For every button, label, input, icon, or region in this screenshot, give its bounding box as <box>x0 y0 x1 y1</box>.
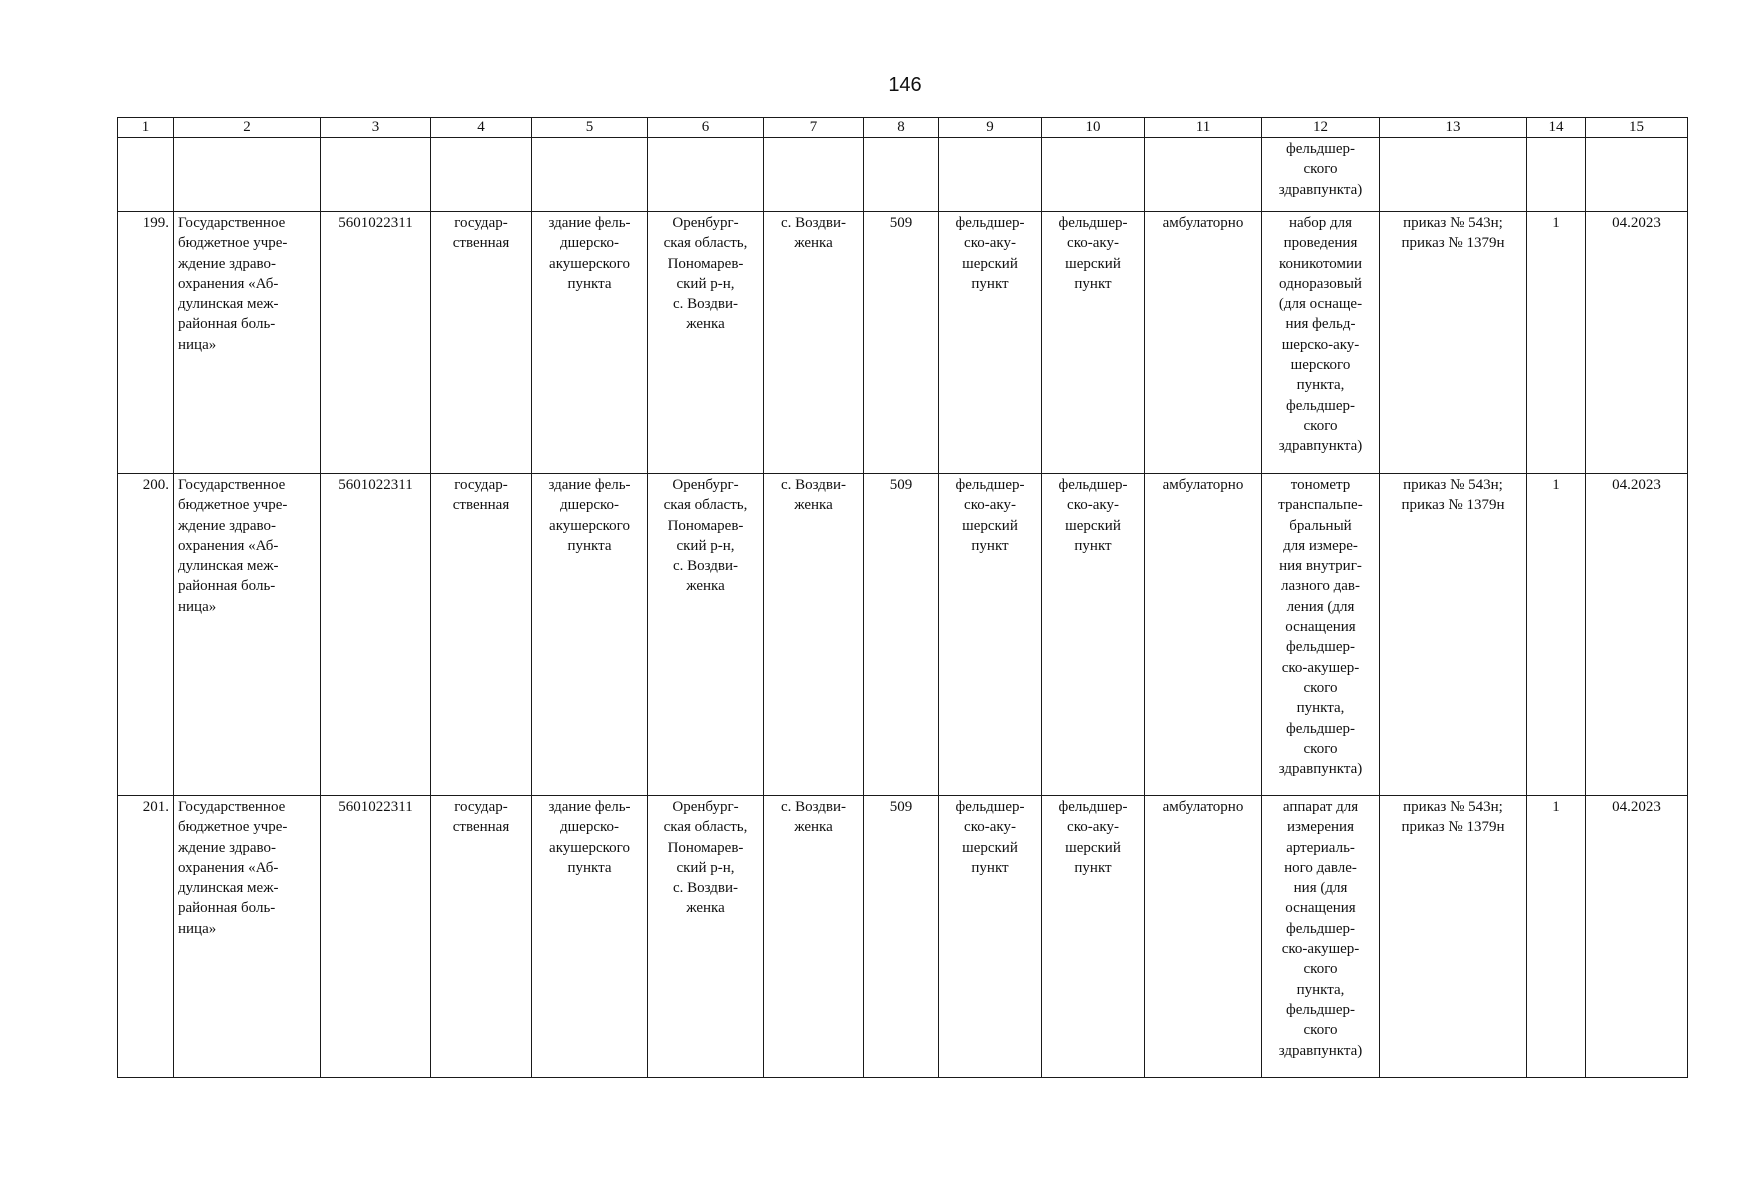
page-number: 146 <box>888 74 922 96</box>
inn-cell: 5601022311 <box>321 474 431 796</box>
empty-cell <box>1145 138 1262 212</box>
facility-cell: фельдшер- ско-аку- шерский пункт <box>1042 212 1145 474</box>
empty-cell <box>1042 138 1145 212</box>
column-header: 13 <box>1380 118 1527 138</box>
registry-table <box>117 117 1688 1078</box>
quantity-cell: 1 <box>1527 212 1586 474</box>
date-cell: 04.2023 <box>1586 212 1688 474</box>
row-number-cell: 201. <box>118 796 174 1078</box>
column-header: 10 <box>1042 118 1145 138</box>
empty-cell <box>321 138 431 212</box>
address-cell: Оренбург- ская область, Пономарев- ский р-н, с. Воздви- женка <box>648 212 764 474</box>
column-header: 2 <box>174 118 321 138</box>
inn-cell: 5601022311 <box>321 212 431 474</box>
empty-cell <box>764 138 864 212</box>
row-number-cell: 199. <box>118 212 174 474</box>
address-cell: Оренбург- ская область, Пономарев- ский р-н, с. Воздви- женка <box>648 796 764 1078</box>
population-cell: 509 <box>864 212 939 474</box>
organization-cell: Государственное бюджетное учре- ждение здраво- охранения «Аб- дулинская меж- районная боль- ница» <box>174 796 321 1078</box>
column-header: 7 <box>764 118 864 138</box>
quantity-cell: 1 <box>1527 474 1586 796</box>
table-row <box>118 212 1688 474</box>
facility-cell: фельдшер- ско-аку- шерский пункт <box>1042 474 1145 796</box>
column-header: 12 <box>1262 118 1380 138</box>
column-header: 8 <box>864 118 939 138</box>
building-cell: здание фель- дшерско- акушерского пункта <box>532 796 648 1078</box>
empty-cell <box>532 138 648 212</box>
building-cell: здание фель- дшерско- акушерского пункта <box>532 212 648 474</box>
empty-cell <box>939 138 1042 212</box>
row-number-cell: 200. <box>118 474 174 796</box>
empty-cell <box>864 138 939 212</box>
equipment-cell: набор для проведения коникотомии одноразовый (для оснаще- ния фельд- шерско-аку- шерского пункта, фельдшер- ского здравпункта) <box>1262 212 1380 474</box>
continuation-row <box>118 138 1688 212</box>
order-cell: приказ № 543н; приказ № 1379н <box>1380 796 1527 1078</box>
date-cell: 04.2023 <box>1586 796 1688 1078</box>
quantity-cell: 1 <box>1527 796 1586 1078</box>
empty-cell <box>118 138 174 212</box>
settlement-cell: с. Воздви- женка <box>764 474 864 796</box>
ownership-cell: государ- ственная <box>431 212 532 474</box>
settlement-cell: с. Воздви- женка <box>764 212 864 474</box>
settlement-cell: с. Воздви- женка <box>764 796 864 1078</box>
column-header: 11 <box>1145 118 1262 138</box>
address-cell: Оренбург- ская область, Пономарев- ский р-н, с. Воздви- женка <box>648 474 764 796</box>
table-row <box>118 474 1688 796</box>
ownership-cell: государ- ственная <box>431 474 532 796</box>
table-row <box>118 796 1688 1078</box>
population-cell: 509 <box>864 474 939 796</box>
organization-cell: Государственное бюджетное учре- ждение здраво- охранения «Аб- дулинская меж- районная боль- ница» <box>174 212 321 474</box>
column-header: 3 <box>321 118 431 138</box>
organization-cell: Государственное бюджетное учре- ждение здраво- охранения «Аб- дулинская меж- районная боль- ница» <box>174 474 321 796</box>
column-header: 1 <box>118 118 174 138</box>
column-header: 15 <box>1586 118 1688 138</box>
building-cell: здание фель- дшерско- акушерского пункта <box>532 474 648 796</box>
facility-cell: фельдшер- ско-аку- шерский пункт <box>1042 796 1145 1078</box>
care-mode-cell: амбулаторно <box>1145 212 1262 474</box>
care-mode-cell: амбулаторно <box>1145 796 1262 1078</box>
facility-type-cell: фельдшер- ско-аку- шерский пункт <box>939 212 1042 474</box>
empty-cell <box>1527 138 1586 212</box>
column-header: 4 <box>431 118 532 138</box>
column-number-row <box>118 118 1688 138</box>
ownership-cell: государ- ственная <box>431 796 532 1078</box>
equipment-cell: тонометр транспальпе- бральный для измере- ния внутриг- лазного дав- ления (для оснащения фельдшер- ско-акушер- ского пункта, фельдшер- ского здравпункта) <box>1262 474 1380 796</box>
empty-cell <box>1380 138 1527 212</box>
equipment-cell: аппарат для измерения артериаль- ного давле- ния (для оснащения фельдшер- ско-акушер- ского пункта, фельдшер- ского здравпункта) <box>1262 796 1380 1078</box>
empty-cell <box>431 138 532 212</box>
care-mode-cell: амбулаторно <box>1145 474 1262 796</box>
column-header: 6 <box>648 118 764 138</box>
equipment-cell: фельдшер- ского здравпункта) <box>1262 138 1380 212</box>
order-cell: приказ № 543н; приказ № 1379н <box>1380 474 1527 796</box>
column-header: 14 <box>1527 118 1586 138</box>
empty-cell <box>648 138 764 212</box>
date-cell: 04.2023 <box>1586 474 1688 796</box>
order-cell: приказ № 543н; приказ № 1379н <box>1380 212 1527 474</box>
empty-cell <box>1586 138 1688 212</box>
population-cell: 509 <box>864 796 939 1078</box>
empty-cell <box>174 138 321 212</box>
column-header: 5 <box>532 118 648 138</box>
column-header: 9 <box>939 118 1042 138</box>
facility-type-cell: фельдшер- ско-аку- шерский пункт <box>939 796 1042 1078</box>
inn-cell: 5601022311 <box>321 796 431 1078</box>
facility-type-cell: фельдшер- ско-аку- шерский пункт <box>939 474 1042 796</box>
